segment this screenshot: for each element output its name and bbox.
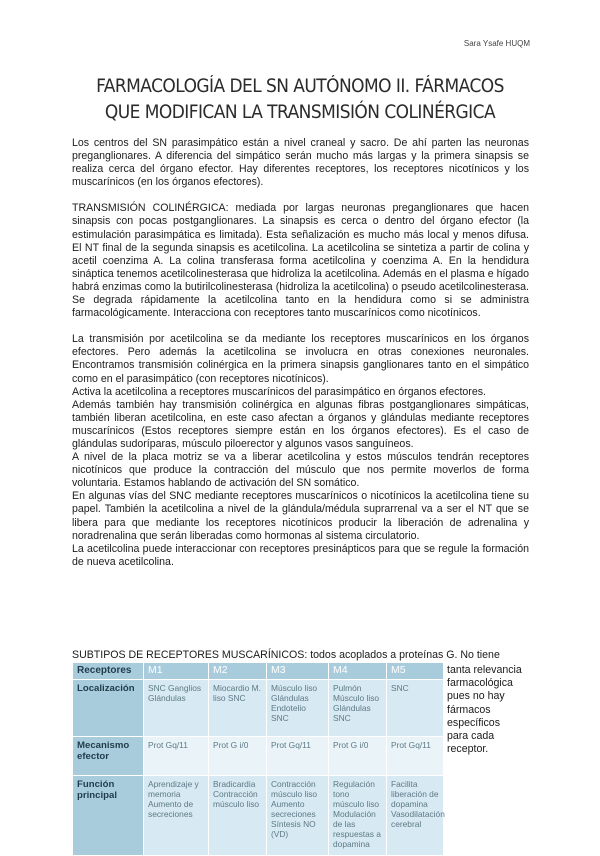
paragraph-transmision: TRANSMISIÓN COLINÉRGICA: mediada por largas neuronas preganglionares que hacen sinapsis con pocas postganglionares. La sinapsis es cerca o dentro del órgano efector (la estimulación parasimpática es limitada). Esta señalización es mucho más local y menos difusa. El NT final de la segunda sinapsis es acetilcolina. La acetilcolina se sintetiza a partir de colina y acetil coenzima A. La colina transferasa forma acetilcolina y coenzima A. En la hendidura sináptica tenemos acetilcolinesterasa que hidroliza la acetilcolina. Además en el plasma e hígado habrá enzimas como la butirilcolinesterasa (hidroliza la acetilcolina) o pseudo acetilcolinesterasa. Se degrada rápidamente la acetilcolina tanto en la hendidura como si se administra farmacológicamente. Interacciona con receptores tanto muscarínicos como nicotínicos. (72, 202, 529, 320)
table-cell: Prot Gq/11 (267, 736, 329, 775)
header-cell: Receptores (73, 663, 144, 680)
table-cell: Prot Gq/11 (144, 736, 209, 775)
paragraph-simpatico: Además también hay transmisión colinérgica en algunas fibras postganglionares simpáticas, también liberan acetilcolina, en este caso afectan a órganos y glándulas mediante receptores muscarínicos (Estos receptores siempre están en los órganos efectores). Es el caso de glándulas sudoríparas, músculo piloerector y algunos vasos sanguíneos. (72, 398, 529, 450)
table-cell: Regulación tono músculo liso Modulación de las respuestas a dopamina (329, 775, 387, 855)
table-header-row (73, 663, 444, 680)
document-body (72, 137, 529, 569)
table-cell: Músculo liso Glándulas Endotelio SNC (267, 679, 329, 736)
table-cell: Prot G i/0 (329, 736, 387, 775)
table-cell: Prot G i/0 (209, 736, 267, 775)
paragraph-presinapticos: La acetilcolina puede interaccionar con receptores presinápticos para que se regule la formación de nueva acetilcolina. (72, 542, 529, 568)
table-row (73, 775, 444, 855)
table-row (73, 679, 444, 736)
header-cell: M4 (329, 663, 387, 680)
page-title: FARMACOLOGÍA DEL SN AUTÓNOMO II. FÁRMACOS QUE MODIFICAN LA TRANSMISIÓN COLINÉRGICA (96, 76, 504, 123)
header-cell: M2 (209, 663, 267, 680)
side-note-line: farmacológica (447, 677, 513, 690)
row-label: Función principal (73, 775, 144, 855)
table-cell: Aprendizaje y memoria Aumento de secreciones (144, 775, 209, 855)
paragraph-intro: Los centros del SN parasimpático están a nivel craneal y sacro. De ahí parten las neuronas preganglionares. A diferencia del simpático serán mucho más largas y la primera sinapsis se realiza cerca del órgano efector. Hay diferentes receptores, los receptores nicotínicos y los muscarínicos (en los órganos efectores). (72, 137, 529, 189)
table-cell: Contracción músculo liso Aumento secreciones Síntesis NO (VD) (267, 775, 329, 855)
paragraph-receptores: La transmisión por acetilcolina se da mediante los receptores muscarínicos en los órganos efectores. Pero además la acetilcolina se involucra en otras conexiones neuronales. Encontramos transmisión colinérgica en la primera sinapsis ganglionares tanto en el simpático como en el parasimpático (con receptores nicotínicos). (72, 333, 529, 385)
side-note-line: específicos (447, 716, 500, 729)
side-note-line: fármacos (447, 703, 491, 716)
header-cell: M5 (387, 663, 444, 680)
table-cell: Miocardio M. liso SNC (209, 679, 267, 736)
table-cell: SNC Ganglios Glándulas (144, 679, 209, 736)
side-note-line: receptor. (447, 743, 489, 756)
table-cell: Facilita liberación de dopamina Vasodilatación cerebral (387, 775, 444, 855)
table-caption: SUBTIPOS DE RECEPTORES MUSCARÍNICOS: todos acoplados a proteínas G. No tiene (72, 649, 500, 661)
table-side-note (447, 664, 529, 756)
side-note-line: para cada (447, 730, 495, 743)
row-label: Localización (73, 679, 144, 736)
paragraph-activa: Activa la acetilcolina a receptores muscarínicos del parasimpático en órganos efectores. (72, 385, 486, 398)
header-cell: M1 (144, 663, 209, 680)
table-cell: SNC (387, 679, 444, 736)
table-cell: Prot Gq/11 (387, 736, 444, 775)
paragraph-placa-motriz: A nivel de la placa motriz se va a liberar acetilcolina y estos músculos tendrán receptores nicotínicos que produce la contracción del músculo que nos permite moverlos de forma voluntaria. Estamos hablando de activación del SN somático. (72, 451, 529, 490)
side-note-line: pues no hay (447, 690, 505, 703)
header-cell: M3 (267, 663, 329, 680)
muscarinic-receptors-table (72, 662, 444, 856)
table-cell: Pulmón Músculo liso Glándulas SNC (329, 679, 387, 736)
table-row (73, 736, 444, 775)
author-name: Sara Ysafe HUQM (463, 39, 530, 48)
side-note-line: tanta relevancia (447, 664, 522, 676)
table-cell: Bradicardia Contracción músculo liso (209, 775, 267, 855)
row-label: Mecanismo efector (73, 736, 144, 775)
paragraph-snc: En algunas vías del SNC mediante receptores muscarínicos o nicotínicos la acetilcolina tiene su papel. También la acetilcolina a nivel de la glándula/médula suprarrenal va a ser el NT que se libera para que mediante los receptores nicotínicos producir la liberación de adrenalina y noradrenalina que serán liberadas como hormonas al sistema circulatorio. (72, 490, 529, 542)
